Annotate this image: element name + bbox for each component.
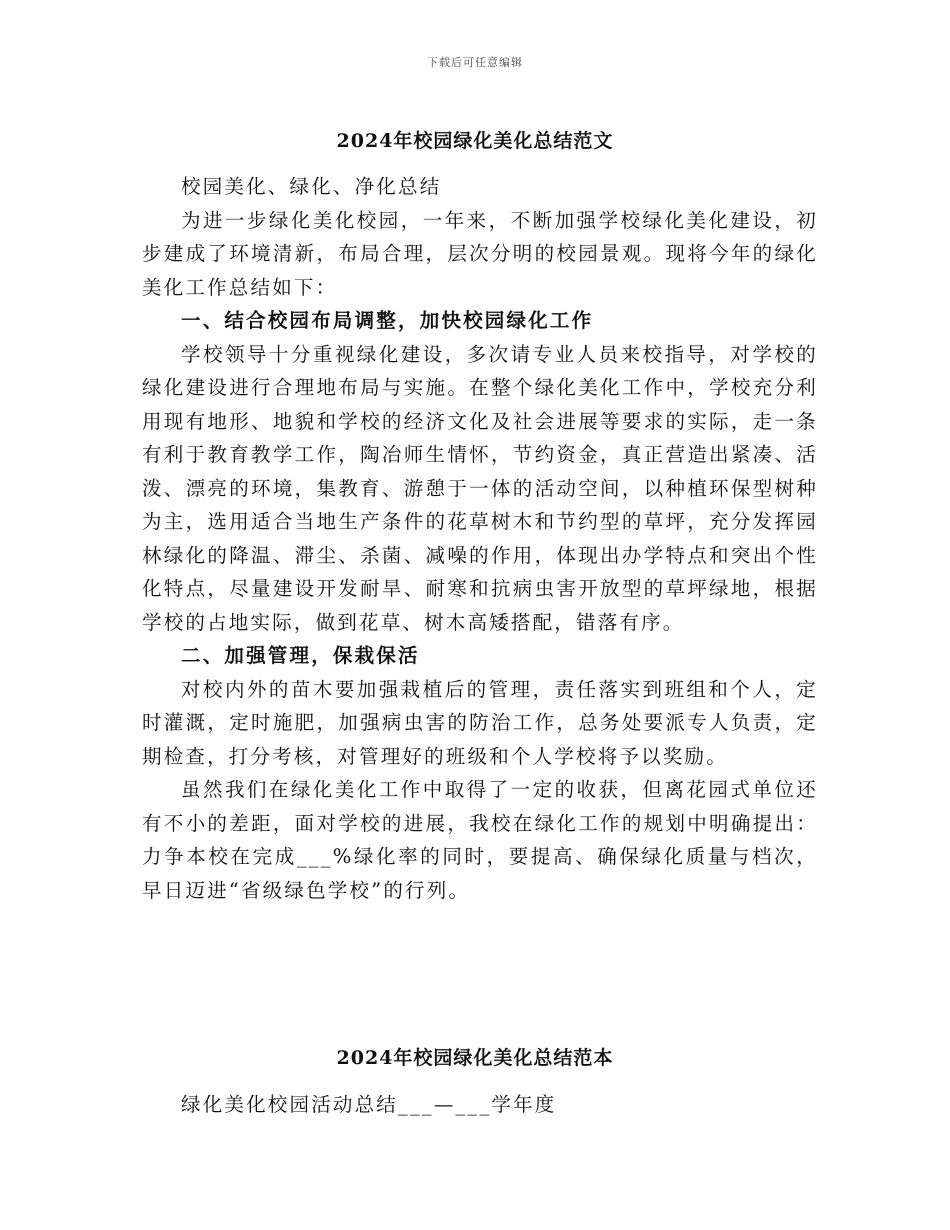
paragraph-section-2: 对校内外的苗木要加强栽植后的管理，责任落实到班组和个人，定时灌溉，定时施肥，加强病虫害的防治工作，总务处要派专人负责，定期检查，打分考核，对管理好的班级和个人学校将予以奖励。 [142,677,818,768]
document-title: 2024年校园绿化美化总结范文 [336,130,614,152]
header-note: 下载后可任意编辑 [427,56,523,69]
paragraph-conclusion: 虽然我们在绿化美化工作中取得了一定的收获，但离花园式单位还有不小的差距，面对学校的进展，我校在绿化工作的规划中明确提出：力争本校在完成___%绿化率的同时，要提高、确保绿化质量与档次，早日迈进“省级绿色学校”的行列。 [142,778,818,902]
paragraph-section-1: 学校领导十分重视绿化建设，多次请专业人员来校指导，对学校的绿化建设进行合理地布局与实施。在整个绿化美化工作中，学校充分利用现有地形、地貌和学校的经济文化及社会进展等要求的实际，走一条有利于教育教学工作，陶冶师生情怀，节约资金，真正营造出紧凑、活泼、漂亮的环境，集教育、游憩于一体的活动空间，以种植环保型树种为主，选用适合当地生产条件的花草树木和节约型的草坪，充分发挥园林绿化的降温、滞尘、杀菌、减噪的作用，体现出办学特点和突出个性化特点，尽量建设开发耐旱、耐寒和抗病虫害开放型的草坪绿地，根据学校的占地实际，做到花草、树木高矮搭配，错落有序。 [142,342,818,634]
paragraph-activity-summary: 绿化美化校园活动总结___—___学年度 [181,1093,557,1116]
section-heading-2: 二、加强管理，保栽保活 [181,644,420,667]
paragraph-intro: 为进一步绿化美化校园，一年来，不断加强学校绿化美化建设，初步建成了环境清新，布局合理，层次分明的校园景观。现将今年的绿化美化工作总结如下： [142,208,818,299]
second-document-title: 2024年校园绿化美化总结范本 [336,1047,614,1069]
second-document-body [142,1088,818,1122]
paragraph-subtitle: 校园美化、绿化、净化总结 [181,175,442,198]
document-body [142,170,818,907]
section-heading-1: 一、结合校园布局调整，加快校园绿化工作 [181,309,594,332]
